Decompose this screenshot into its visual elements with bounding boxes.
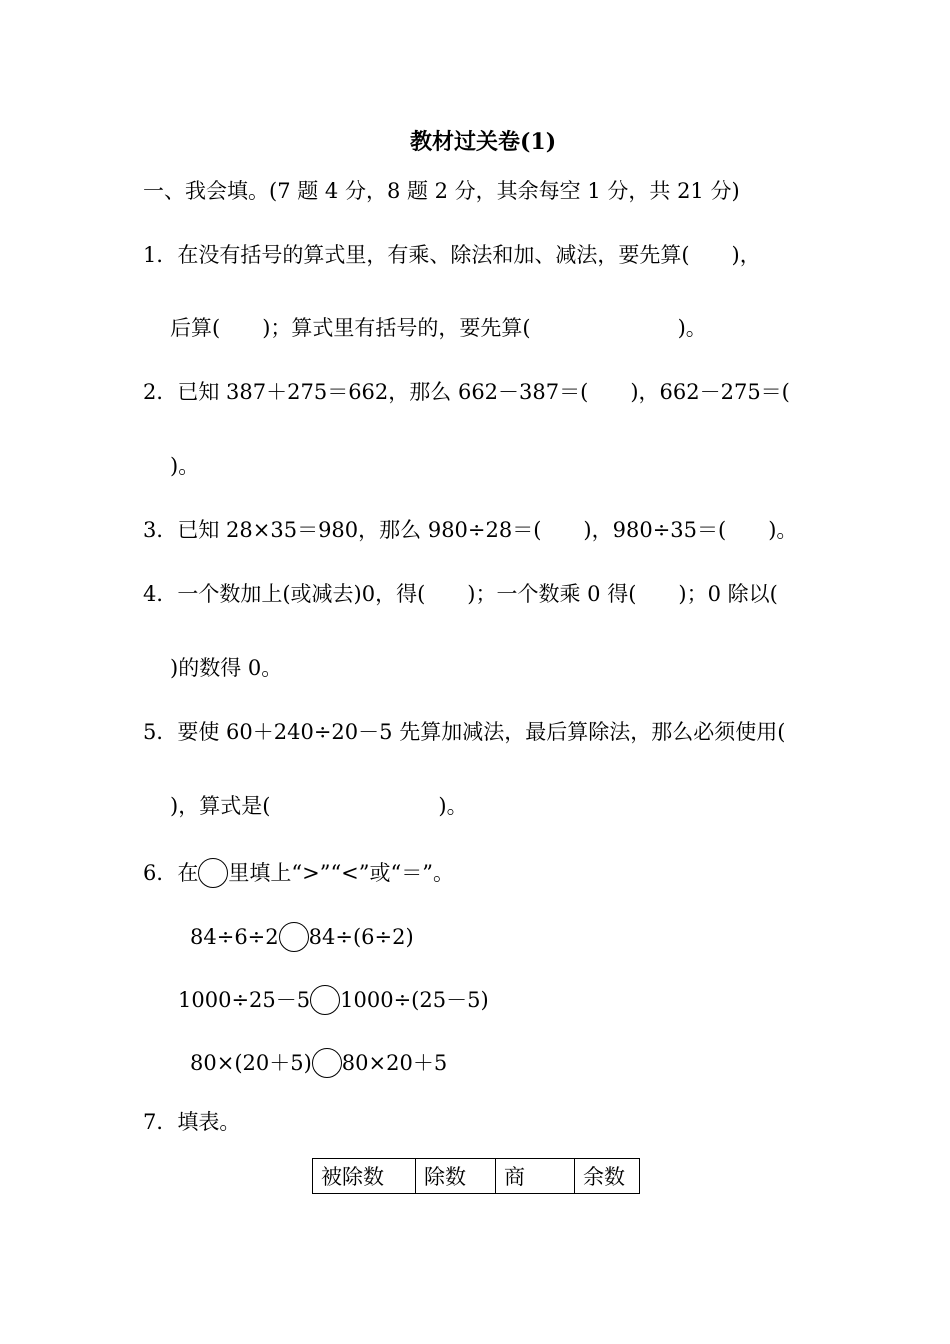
question-7-label: 7．填表。 — [143, 1110, 241, 1134]
compare-row — [190, 1048, 447, 1078]
compare-right: 80×20＋5 — [341, 1051, 448, 1075]
compare-right: 1000÷(25－5) — [340, 988, 489, 1012]
compare-left: 84÷6÷2 — [190, 925, 279, 949]
question-6-prefix: 6．在 — [143, 861, 199, 885]
answer-circle-icon — [198, 858, 228, 888]
division-table — [312, 1158, 640, 1194]
answer-circle-icon[interactable] — [310, 985, 340, 1015]
question-3-line-1: 3．已知 28×35＝980，那么 980÷28＝( )，980÷35＝( )。 — [143, 518, 798, 542]
answer-circle-icon[interactable] — [312, 1048, 342, 1078]
question-1-line-2: 后算( )；算式里有括号的，要先算( )。 — [170, 316, 707, 340]
table-header-cell: 商 — [496, 1159, 575, 1194]
compare-left: 80×(20＋5) — [190, 1051, 312, 1075]
table-header-cell: 除数 — [416, 1159, 496, 1194]
question-4-line-2: )的数得 0。 — [170, 656, 283, 680]
compare-left: 1000÷25－5 — [178, 988, 311, 1012]
question-2-line-2: )。 — [170, 454, 200, 478]
answer-circle-icon[interactable] — [279, 922, 309, 952]
question-1-line-1: 1．在没有括号的算式里，有乘、除法和加、减法，要先算( )， — [143, 243, 761, 267]
page-title: 教材过关卷(1) — [410, 129, 557, 155]
question-5-line-2: )，算式是( )。 — [170, 794, 468, 818]
question-5-line-1: 5．要使 60＋240÷20－5 先算加减法，最后算除法，那么必须使用( — [143, 720, 786, 744]
question-4-line-1: 4．一个数加上(或减去)0，得( )；一个数乘 0 得( )；0 除以( — [143, 582, 778, 606]
section-heading: 一、我会填。(7 题 4 分，8 题 2 分，其余每空 1 分，共 21 分) — [143, 179, 740, 203]
compare-right: 84÷(6÷2) — [308, 925, 414, 949]
table-header-cell: 余数 — [575, 1159, 640, 1194]
question-2-line-1: 2．已知 387＋275＝662，那么 662－387＝( )，662－275＝( — [143, 380, 790, 404]
table-header-row — [313, 1159, 640, 1194]
question-6-heading — [143, 858, 454, 888]
compare-row — [190, 922, 414, 952]
compare-row — [178, 985, 489, 1015]
question-6-suffix: 里填上“>”“<”或“＝”。 — [228, 861, 454, 885]
table-header-cell: 被除数 — [313, 1159, 416, 1194]
